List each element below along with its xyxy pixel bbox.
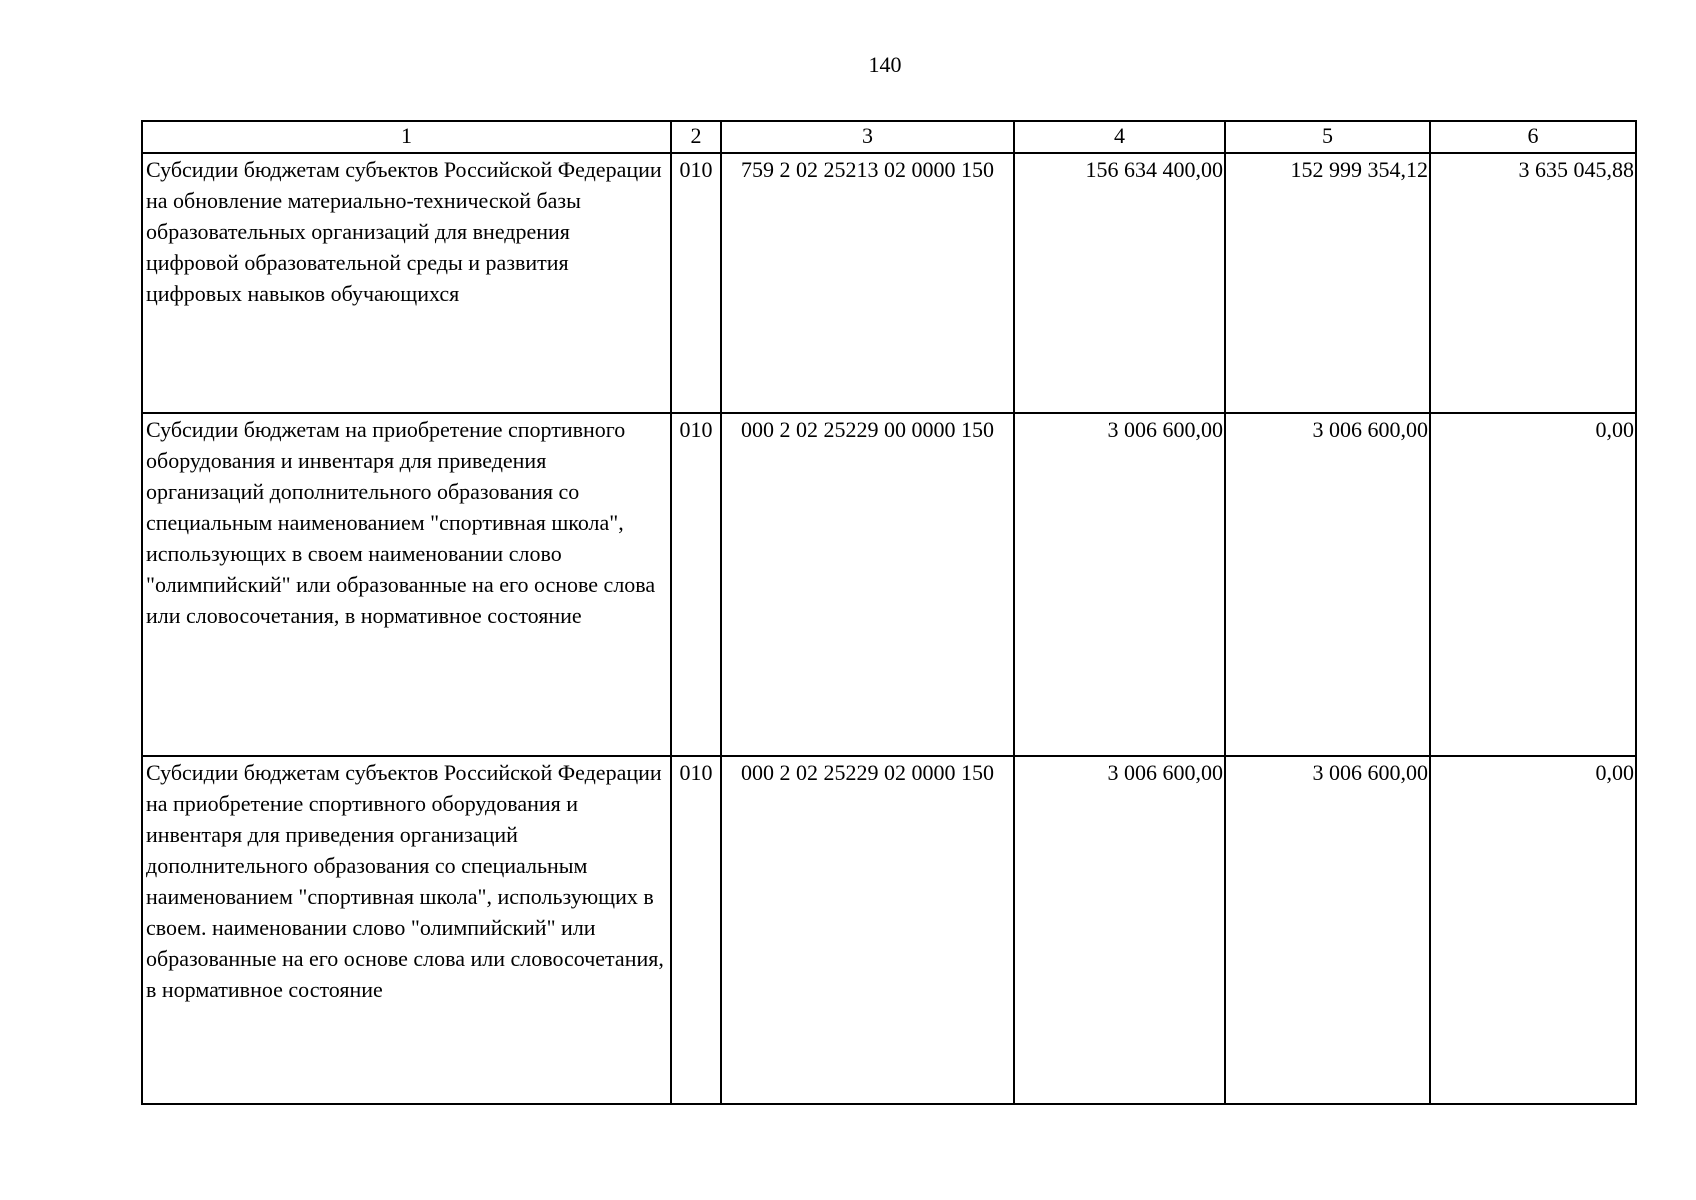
row-line-code: 010: [671, 153, 721, 413]
row-executed: 3 006 600,00: [1225, 756, 1430, 1104]
header-col-6: 6: [1430, 121, 1636, 153]
table-row: [142, 756, 1636, 1104]
table-row: [142, 413, 1636, 756]
row-name: Субсидии бюджетам субъектов Российской Федерации на приобретение спортивного оборудования и инвентаря для приведения организаций дополнительного образования со специальным наименованием "спортивная школа", использующих в своем. наименовании слово "олимпийский" или образованные на его основе слова или словосочетания, в нормативное состояние: [142, 756, 671, 1104]
row-unexecuted: 3 635 045,88: [1430, 153, 1636, 413]
table-header: [142, 121, 1636, 153]
row-executed: 3 006 600,00: [1225, 413, 1430, 756]
table-row: [142, 153, 1636, 413]
row-income-code: 000 2 02 25229 00 0000 150: [721, 413, 1014, 756]
row-income-code: 759 2 02 25213 02 0000 150: [721, 153, 1014, 413]
row-income-code: 000 2 02 25229 02 0000 150: [721, 756, 1014, 1104]
row-approved: 3 006 600,00: [1014, 756, 1225, 1104]
row-approved: 3 006 600,00: [1014, 413, 1225, 756]
table-body: [142, 153, 1636, 1104]
header-col-2: 2: [671, 121, 721, 153]
row-unexecuted: 0,00: [1430, 413, 1636, 756]
header-row: [142, 121, 1636, 153]
row-line-code: 010: [671, 413, 721, 756]
row-approved: 156 634 400,00: [1014, 153, 1225, 413]
budget-execution-table: [141, 120, 1637, 1105]
row-name: Субсидии бюджетам субъектов Российской Федерации на обновление материально-технической базы образовательных организаций для внедрения цифровой образовательной среды и развития цифровых навыков обучающихся: [142, 153, 671, 413]
header-col-5: 5: [1225, 121, 1430, 153]
header-col-1: 1: [142, 121, 671, 153]
row-line-code: 010: [671, 756, 721, 1104]
header-col-3: 3: [721, 121, 1014, 153]
row-name: Субсидии бюджетам на приобретение спортивного оборудования и инвентаря для приведения организаций дополнительного образования со специальным наименованием "спортивная школа", использующих в своем наименовании слово "олимпийский" или образованные на его основе слова или словосочетания, в нормативное состояние: [142, 413, 671, 756]
row-executed: 152 999 354,12: [1225, 153, 1430, 413]
page-number: 140: [868, 52, 902, 77]
row-unexecuted: 0,00: [1430, 756, 1636, 1104]
header-col-4: 4: [1014, 121, 1225, 153]
